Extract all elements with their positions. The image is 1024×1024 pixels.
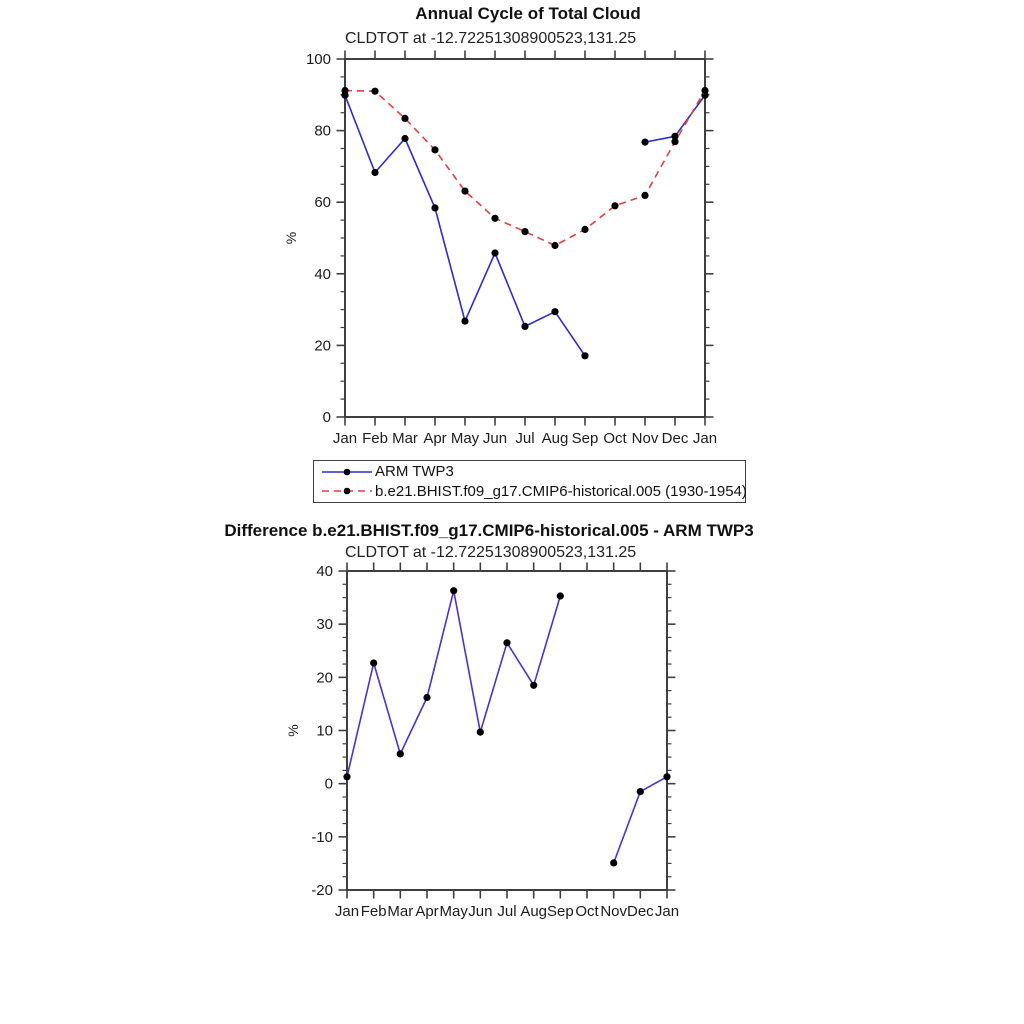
y-tick-label: 0 xyxy=(324,775,333,793)
y-tick-label: 0 xyxy=(322,409,331,426)
y-tick-label: 40 xyxy=(314,265,331,283)
x-tick-label: Jul xyxy=(497,903,517,920)
x-tick-label: Feb xyxy=(362,430,388,447)
y-tick-label: 100 xyxy=(305,51,331,68)
legend-label: b.e21.BHIST.f09_g17.CMIP6-historical.005 (1930-1954) xyxy=(375,482,747,500)
x-tick-label: May xyxy=(450,430,480,447)
x-tick-label: Nov xyxy=(600,903,628,920)
data-point-marker xyxy=(450,587,457,594)
y-tick-label: 40 xyxy=(316,563,333,580)
x-tick-label: Nov xyxy=(631,430,659,447)
data-point-marker xyxy=(503,639,510,646)
y-tick-label: 60 xyxy=(314,194,331,212)
data-point-marker xyxy=(557,592,564,599)
x-tick-label: Aug xyxy=(520,903,548,920)
data-point-marker xyxy=(423,694,430,701)
bottom-chart-subtitle: CLDTOT at -12.72251308900523,131.25 xyxy=(345,544,637,561)
x-tick-label: May xyxy=(439,903,468,920)
bottom-chart-title: Difference b.e21.BHIST.f09_g17.CMIP6-historical.005 - ARM TWP3 xyxy=(224,521,754,540)
x-tick-label: Mar xyxy=(387,903,414,920)
data-point-marker xyxy=(637,788,644,795)
x-tick-label: Jan xyxy=(654,903,680,920)
y-tick-label: -10 xyxy=(311,828,333,846)
x-tick-label: Jun xyxy=(482,430,508,447)
x-tick-label: Dec xyxy=(626,903,654,920)
x-tick-label: Jan xyxy=(692,430,718,447)
plot-frame xyxy=(347,571,667,890)
data-point-marker xyxy=(530,682,537,689)
y-tick-label: -20 xyxy=(311,882,333,899)
y-tick-label: 80 xyxy=(314,122,331,140)
data-point-marker xyxy=(663,773,670,780)
data-point-marker xyxy=(397,750,404,757)
y-tick-label: 10 xyxy=(316,722,333,740)
x-tick-label: Oct xyxy=(603,430,627,447)
y-tick-label: 20 xyxy=(314,337,331,355)
x-tick-label: Jan xyxy=(334,903,360,920)
x-tick-label: Jul xyxy=(515,430,535,447)
x-tick-label: Dec xyxy=(661,430,689,447)
data-point-marker xyxy=(477,729,484,736)
x-tick-label: Feb xyxy=(360,903,387,920)
data-point-marker xyxy=(343,773,350,780)
x-tick-label: Sep xyxy=(571,430,599,447)
y-axis-title: % xyxy=(285,724,301,737)
data-point-marker xyxy=(610,859,617,866)
top-chart-title: Annual Cycle of Total Cloud xyxy=(415,4,641,23)
x-tick-label: Jun xyxy=(468,903,493,920)
data-point-marker xyxy=(370,659,377,666)
top-chart-subtitle: CLDTOT at -12.72251308900523,131.25 xyxy=(345,30,637,47)
y-axis-title: % xyxy=(283,231,299,245)
x-tick-label: Apr xyxy=(423,430,447,447)
x-tick-label: Jan xyxy=(332,430,358,447)
x-tick-label: Sep xyxy=(546,903,574,920)
legend-label: ARM TWP3 xyxy=(375,463,454,481)
y-tick-label: 30 xyxy=(316,616,333,634)
x-tick-label: Oct xyxy=(575,903,599,920)
x-tick-label: Aug xyxy=(541,430,569,447)
series-line-0 xyxy=(347,591,667,863)
x-tick-label: Mar xyxy=(392,430,418,447)
y-tick-label: 20 xyxy=(316,669,333,687)
x-tick-label: Apr xyxy=(415,903,439,920)
